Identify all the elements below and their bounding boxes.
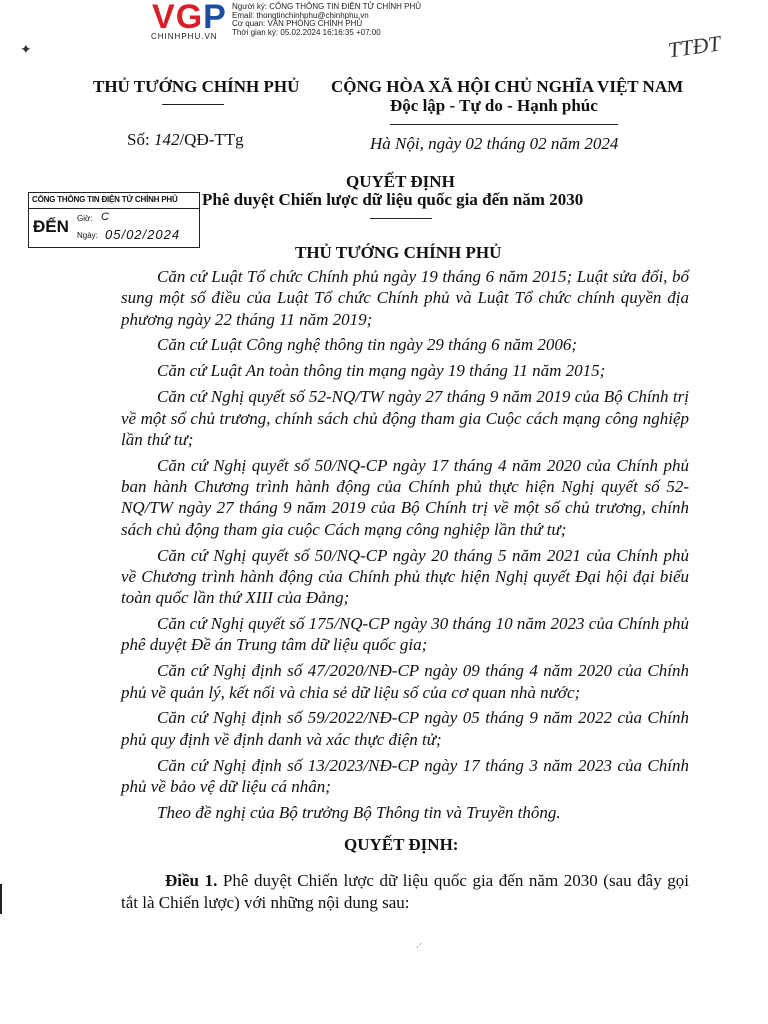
incoming-stamp [28, 192, 200, 248]
subject-underline [370, 218, 432, 219]
issue-date: Hà Nội, ngày 02 tháng 02 năm 2024 [370, 134, 619, 153]
decision-subject: Phê duyệt Chiến lược dữ liệu quốc gia đến năm 2030 [202, 190, 584, 209]
issuer-name: THỦ TƯỚNG CHÍNH PHỦ [93, 77, 300, 96]
preamble-item: Căn cứ Luật Công nghệ thông tin ngày 29 tháng 6 năm 2006; [157, 335, 578, 355]
preamble-item: Căn cứ Nghị định số 47/2020/NĐ-CP ngày 09 tháng 4 năm 2020 của Chính phủ về quản lý, kết nối và chia sẻ dữ liệu số của cơ quan nhà nước; [121, 661, 689, 702]
document-number: Số: 142/QĐ-TTg [127, 130, 244, 149]
country-name: CỘNG HÒA XÃ HỘI CHỦ NGHĨA VIỆT NAM [331, 77, 684, 96]
preamble-item: Căn cứ Nghị quyết số 175/NQ-CP ngày 30 tháng 10 năm 2023 của Chính phủ phê duyệt Đề án Trung tâm dữ liệu quốc gia; [121, 614, 689, 655]
logo-subtitle: CHINHPHU.VN [151, 32, 218, 41]
signature-line: Người ký: CỔNG THÔNG TIN ĐIỆN TỬ CHÍNH PHỦ [232, 2, 422, 11]
digital-signature-block [232, 3, 421, 38]
stamp-date-value: 05/02/2024 [105, 227, 181, 242]
preamble-item: Căn cứ Nghị quyết số 50/NQ-CP ngày 17 tháng 4 năm 2020 của Chính phủ ban hành Chương trình hành động của Chính phủ thực hiện Nghị quyết số 52-NQ/TW ngày 27 tháng 9 năm 2019 của Bộ Chính trị về một số chủ trương, chính sách chủ động tham gia cuộc Cách mạng công nghiệp lần thứ tư; [121, 455, 689, 539]
stamp-divider [29, 208, 199, 209]
issuer-underline [162, 104, 224, 105]
preamble-item: Căn cứ Nghị quyết số 50/NQ-CP ngày 20 tháng 5 năm 2021 của Chính phủ về Chương trình hành động của Chính phủ thực hiện Nghị quyết Đại hội đại biểu toàn quốc lần thứ XIII của Đảng; [121, 545, 689, 608]
motto-underline [390, 124, 618, 125]
scan-edge-mark [0, 884, 2, 914]
stamp-title: CỔNG THÔNG TIN ĐIỆN TỬ CHÍNH PHỦ [32, 195, 178, 204]
signature-line: Thời gian ký: 05.02.2024 16:16:35 +07:00 [232, 28, 381, 38]
scan-mark-icon: ✦ [20, 43, 32, 58]
scan-dot-icon: ·´ [416, 942, 422, 952]
preamble-item: Căn cứ Nghị định số 59/2022/NĐ-CP ngày 05 tháng 9 năm 2022 của Chính phủ quy định về định danh và xác thực điện tử; [121, 708, 689, 749]
number-value: 142 [153, 130, 180, 149]
stamp-date-label: Ngày: [77, 231, 98, 240]
preamble [121, 266, 689, 828]
signature-line: Email: thongtinchinhphu@chinhphu.vn [232, 10, 369, 20]
preamble-item: Căn cứ Nghị định số 13/2023/NĐ-CP ngày 17 tháng 3 năm 2023 của Chính phủ về bảo vệ dữ liệu cá nhân; [121, 755, 689, 796]
stamp-den: ĐẾN [33, 217, 69, 236]
decision-title: QUYẾT ĐỊNH [346, 172, 455, 191]
section-heading: THỦ TƯỚNG CHÍNH PHỦ [295, 243, 502, 262]
preamble-item: Theo đề nghị của Bộ trưởng Bộ Thông tin và Truyền thông. [157, 802, 561, 822]
stamp-time-value: C [101, 211, 109, 223]
article-1 [121, 870, 689, 914]
vgp-logo: VGP [152, 0, 227, 36]
preamble-item: Căn cứ Nghị quyết số 52-NQ/TW ngày 27 tháng 9 năm 2019 của Bộ Chính trị về một số chủ trương, chính sách chủ động tham gia Cuộc cách mạng công nghiệp lần thứ tư; [121, 387, 689, 449]
stamp-time-label: Giờ: [77, 214, 93, 223]
decides-heading: QUYẾT ĐỊNH: [344, 835, 459, 854]
handwritten-note: TTĐT [666, 30, 723, 63]
article-1-text: Phê duyệt Chiến lược dữ liệu quốc gia đến năm 2030 (sau đây gọi tắt là Chiến lược) với những nội dung sau: [121, 871, 690, 912]
article-1-label: Điều 1. [165, 871, 218, 890]
preamble-item: Căn cứ Luật An toàn thông tin mạng ngày 19 tháng 11 năm 2015; [157, 361, 606, 381]
signature-line: Cơ quan: VĂN PHÒNG CHÍNH PHỦ [232, 19, 363, 29]
preamble-item: Căn cứ Luật Tổ chức Chính phủ ngày 19 tháng 6 năm 2015; Luật sửa đổi, bổ sung một số điều của Luật Tổ chức Chính phủ và Luật Tổ chức chính quyền địa phương ngày 22 tháng 11 năm 2019; [121, 267, 689, 329]
national-motto: Độc lập - Tự do - Hạnh phúc [390, 96, 598, 115]
